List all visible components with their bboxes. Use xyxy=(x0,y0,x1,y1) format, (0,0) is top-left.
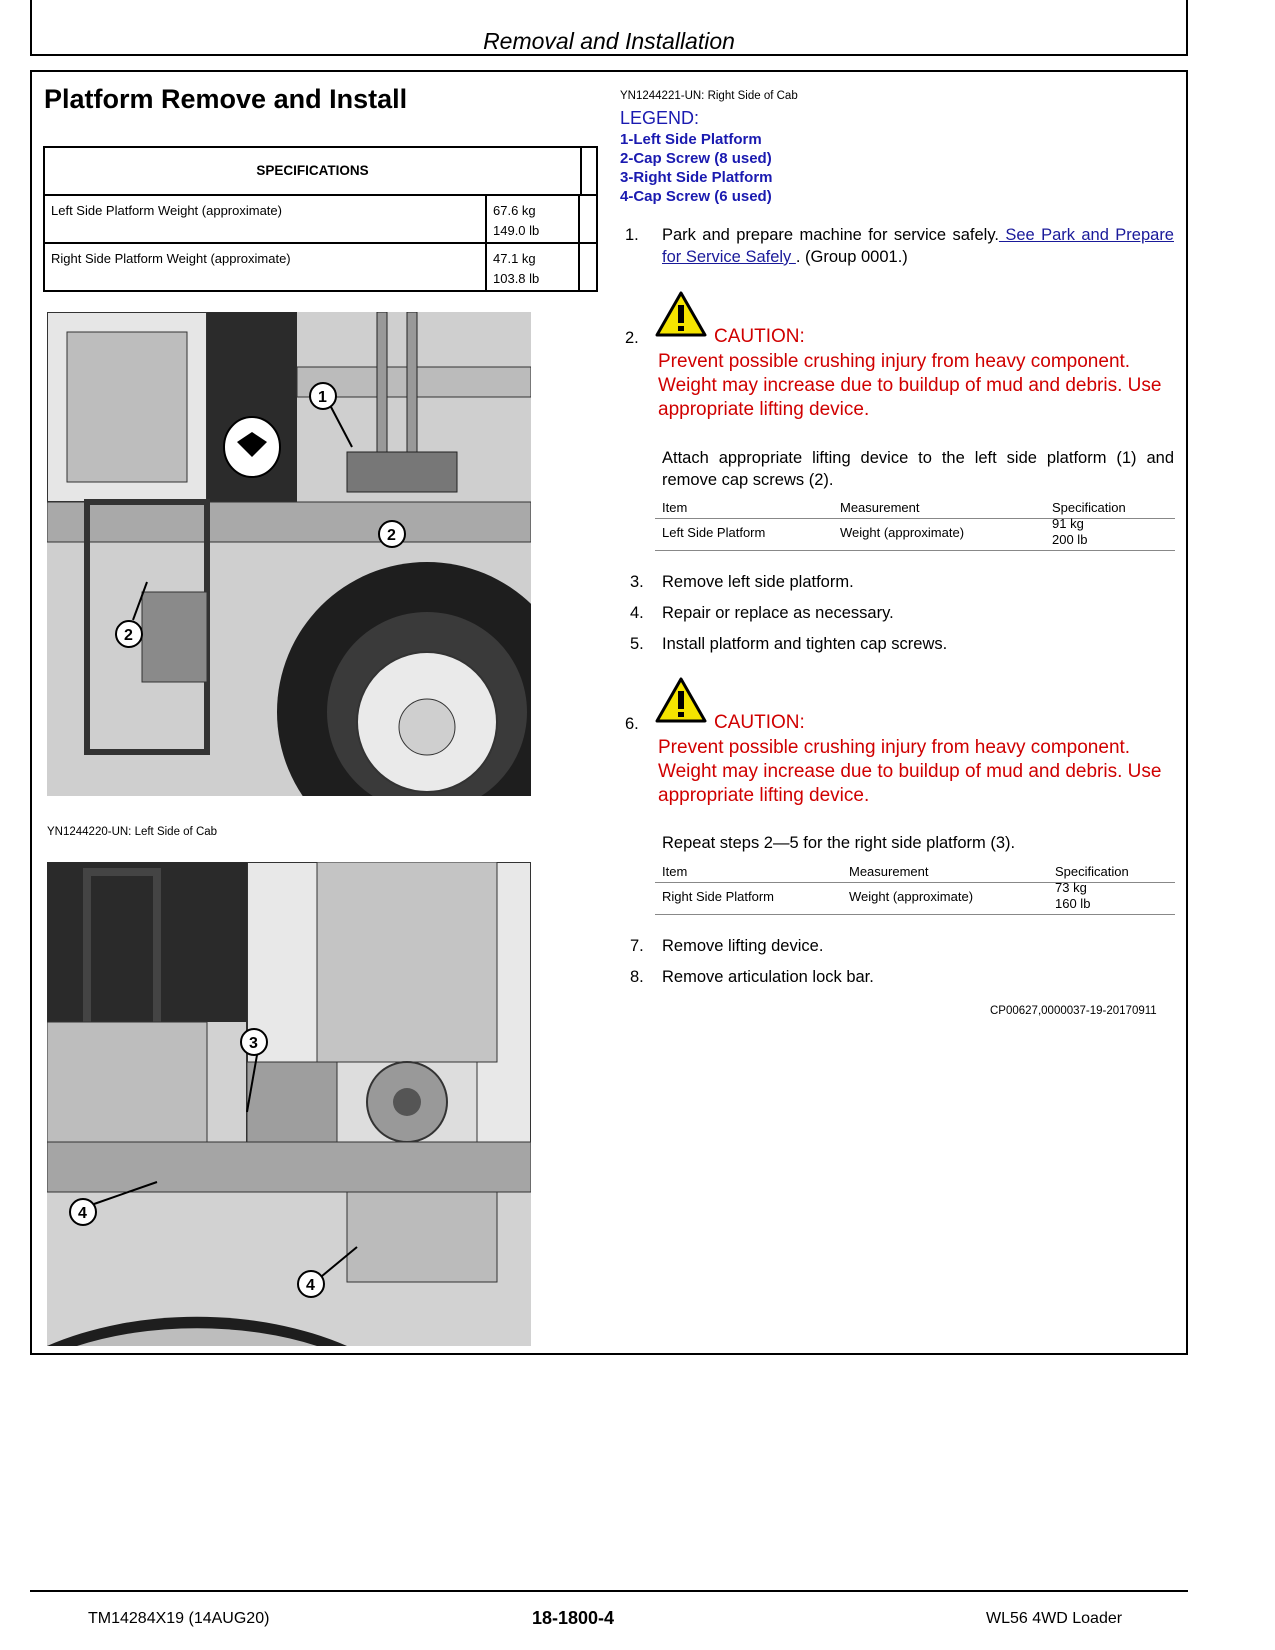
table-cell-measurement: Weight (approximate) xyxy=(840,525,965,540)
legend-title: LEGEND: xyxy=(620,108,700,128)
step-number: 2. xyxy=(625,329,639,347)
figure-caption-right: YN1244221-UN: Right Side of Cab xyxy=(620,90,798,102)
caution-warning-text: Prevent possible crushing injury from heavy component. Weight may increase due to buildup of mud and debris. Use appropriate lifting device. xyxy=(658,351,1162,420)
spec-table-header: SPECIFICATIONS xyxy=(45,148,582,194)
figure-left-side-cab xyxy=(47,312,531,796)
step-3-text: Remove left side platform. xyxy=(662,573,854,591)
spec-metric: 91 kg xyxy=(1052,516,1084,531)
legend-item: 4-Cap Screw (6 used) xyxy=(620,188,772,205)
col-header-measurement: Measurement xyxy=(840,500,920,515)
footer-manual-id: TM14284X19 (14AUG20) xyxy=(88,1610,270,1627)
figure-caption-left: YN1244220-UN: Left Side of Cab xyxy=(47,826,218,838)
section-header-title: Removal and Installation xyxy=(483,28,735,54)
spec-value-metric: 67.6 kg xyxy=(493,203,536,218)
table-cell-spec xyxy=(1052,516,1087,548)
callout-label: 2 xyxy=(124,627,133,644)
step-8-text: Remove articulation lock bar. xyxy=(662,968,874,986)
spec-value xyxy=(485,196,539,242)
spec-label: Left Side Platform Weight (approximate) xyxy=(51,203,282,218)
table-divider xyxy=(655,882,1175,883)
table-cell-item: Left Side Platform xyxy=(662,525,766,540)
figure-right-side-cab xyxy=(47,862,531,1346)
legend-item: 2-Cap Screw (8 used) xyxy=(620,150,772,167)
spec-metric: 73 kg xyxy=(1055,880,1087,895)
table-cell-spec xyxy=(1055,880,1090,912)
step-number: 6. xyxy=(625,715,639,733)
footer-rule xyxy=(30,1590,1188,1592)
col-header-item: Item xyxy=(662,500,688,515)
park-and-prepare-link[interactable]: See Park and Prepare for Service Safely xyxy=(662,226,1174,266)
document-reference-id: CP00627,0000037-19-20170911 xyxy=(990,1005,1157,1017)
caution-warning-text: Prevent possible crushing injury from heavy component. Weight may increase due to buildup of mud and debris. Use appropriate lifting device. xyxy=(658,737,1162,806)
callout-label: 4 xyxy=(306,1277,315,1294)
step-6-text: Repeat steps 2—5 for the right side platform (3). xyxy=(662,834,1016,852)
table-divider xyxy=(655,550,1175,551)
step-4-text: Repair or replace as necessary. xyxy=(662,604,894,622)
step-text-after: . (Group 0001.) xyxy=(795,248,908,266)
spec-value-imperial: 103.8 lb xyxy=(493,271,540,286)
step-2-text: Attach appropriate lifting device to the left side platform (1) and remove cap screws (2). xyxy=(662,449,1174,489)
table-cell-measurement: Weight (approximate) xyxy=(849,889,974,904)
caution-label: CAUTION: xyxy=(714,326,805,347)
warning-triangle-icon xyxy=(655,676,707,729)
footer-page-number: 18-1800-4 xyxy=(532,1608,615,1628)
col-header-specification: Specification xyxy=(1052,500,1126,515)
step-number: 7. xyxy=(630,937,644,955)
spec-table-header-row xyxy=(45,148,596,196)
table-divider xyxy=(655,914,1175,915)
step-number: 1. xyxy=(625,226,639,244)
callout-label: 2 xyxy=(387,527,396,544)
legend-item: 3-Right Side Platform xyxy=(620,169,773,186)
step-number: 4. xyxy=(630,604,644,622)
spec-label: Right Side Platform Weight (approximate) xyxy=(51,251,291,266)
spec-value-imperial: 149.0 lb xyxy=(493,223,540,238)
step-number: 5. xyxy=(630,635,644,653)
step-6-spec-table xyxy=(655,861,1175,917)
callout-label: 3 xyxy=(249,1035,258,1052)
specifications-table xyxy=(43,146,598,292)
col-header-specification: Specification xyxy=(1055,864,1129,879)
spec-divider xyxy=(578,244,580,290)
caution-label: CAUTION: xyxy=(714,712,805,733)
step-text: Park and prepare machine for service safely. xyxy=(662,226,999,244)
step-2-spec-table xyxy=(655,497,1175,553)
step-number: 8. xyxy=(630,968,644,986)
table-cell-item: Right Side Platform xyxy=(662,889,774,904)
warning-triangle-icon xyxy=(655,290,707,343)
spec-value xyxy=(485,244,539,290)
spec-imperial: 160 lb xyxy=(1055,896,1091,911)
spec-divider xyxy=(578,196,580,242)
step-number: 3. xyxy=(630,573,644,591)
table-divider xyxy=(655,518,1175,519)
legend-item: 1-Left Side Platform xyxy=(620,131,762,148)
spec-table-row xyxy=(45,196,596,244)
callout-label: 4 xyxy=(78,1205,87,1222)
col-header-measurement: Measurement xyxy=(849,864,929,879)
step-5-text: Install platform and tighten cap screws. xyxy=(662,635,948,653)
spec-imperial: 200 lb xyxy=(1052,532,1088,547)
step-7-text: Remove lifting device. xyxy=(662,937,824,955)
legend xyxy=(620,108,773,206)
step-1-text xyxy=(662,224,1174,268)
callout-label: 1 xyxy=(318,389,327,406)
col-header-item: Item xyxy=(662,864,688,879)
page-title: Platform Remove and Install xyxy=(44,84,408,114)
spec-table-row xyxy=(45,244,596,290)
footer-machine-model: WL56 4WD Loader xyxy=(986,1610,1123,1627)
spec-value-metric: 47.1 kg xyxy=(493,251,536,266)
